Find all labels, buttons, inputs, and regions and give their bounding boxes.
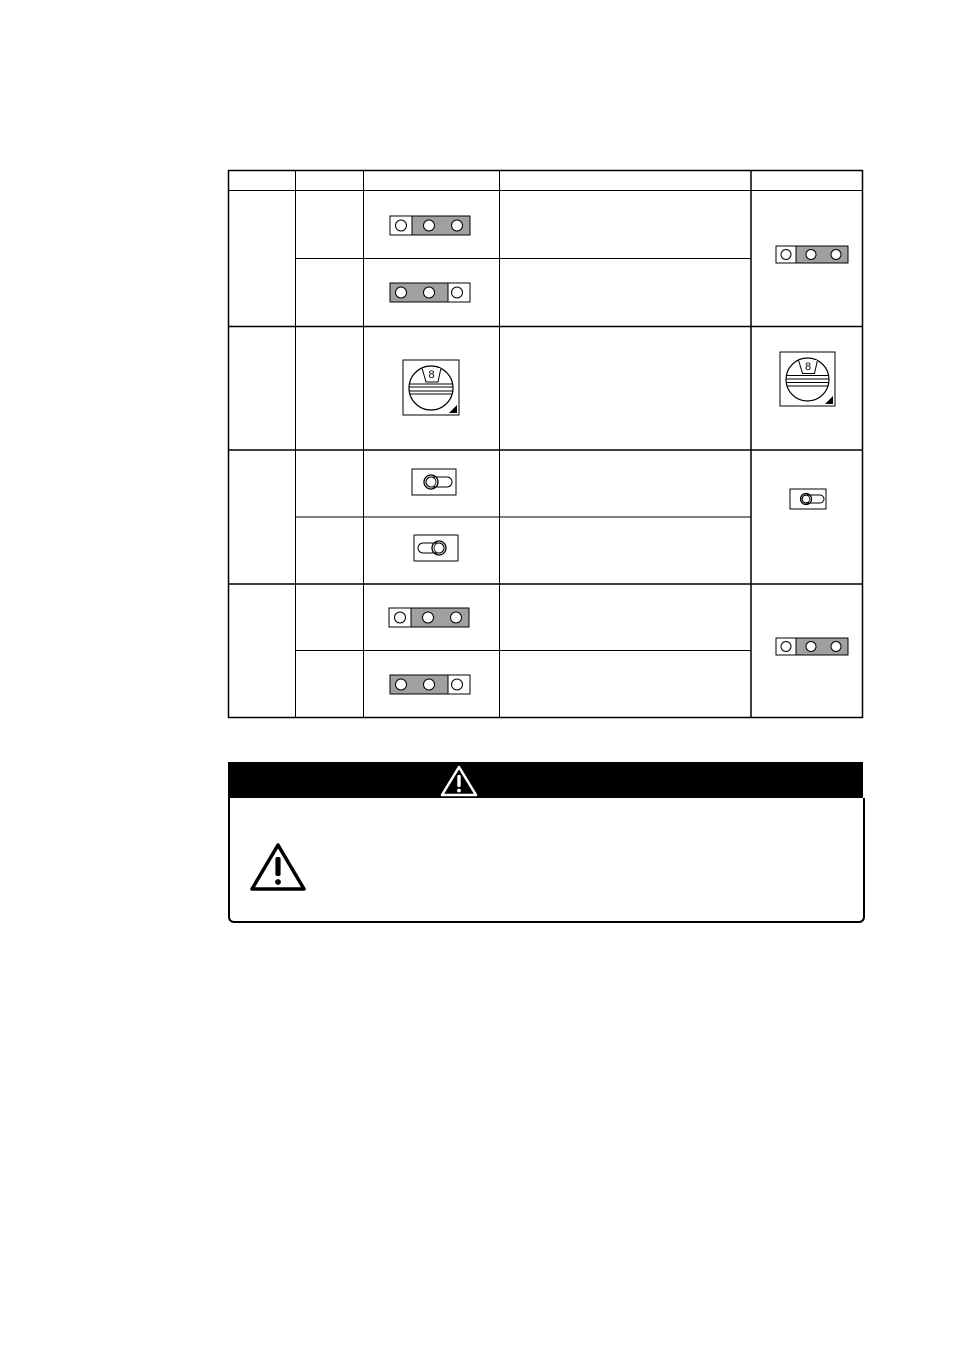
toggle-switch-left-icon [790,489,826,509]
caution-banner [228,762,863,798]
rotary-switch-8-icon [403,360,459,415]
svg-text:8: 8 [428,369,435,381]
rotary-switch-8-icon [780,352,835,406]
warning-triangle-icon [249,842,307,892]
toggle-switch-right-icon [414,535,458,561]
jumper-left-shorted-icon [390,675,470,694]
jumper-right-shorted-icon [390,216,470,235]
jumper-right-shorted-icon [776,246,848,263]
jumper-right-shorted-icon [776,638,848,655]
svg-text:8: 8 [804,361,812,373]
jumper-left-shorted-icon [390,283,470,302]
warning-triangle-icon [440,765,478,797]
caution-box [228,798,865,923]
jumper-right-shorted-icon [389,608,469,627]
toggle-switch-left-icon [412,469,456,495]
